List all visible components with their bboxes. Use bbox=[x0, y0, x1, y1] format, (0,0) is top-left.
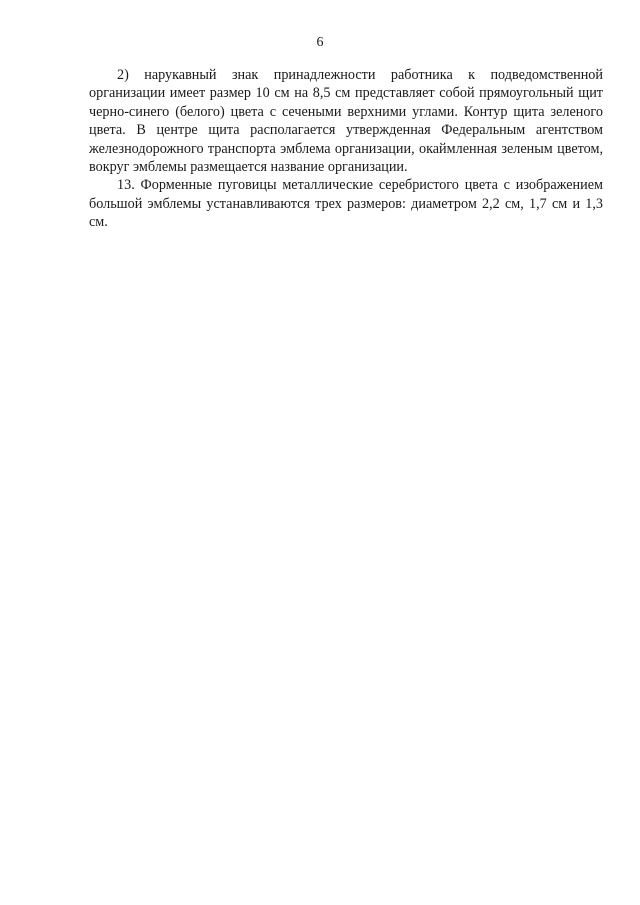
paragraph-uniform-buttons: 13. Форменные пуговицы металлические серебристого цвета с изображением большой эмблемы устанавливаются трех размеров: диаметром 2,2 см, 1,7 см и 1,3 см. bbox=[89, 177, 603, 231]
page-number: 6 bbox=[316, 35, 324, 50]
document-body bbox=[89, 66, 603, 232]
paragraph-sleeve-badge: 2) нарукавный знак принадлежности работника к подведомственной организации имеет размер 10 см на 8,5 см представляет собой прямоугольный щит черно-синего (белого) цвета с сечеными верхними углами. Контур щита зеленого цвета. В центре щита располагается утвержденная Федеральным агентством железнодорожного транспорта эмблема организации, окаймленная зеленым цветом, вокруг эмблемы размещается название организации. bbox=[89, 67, 603, 176]
